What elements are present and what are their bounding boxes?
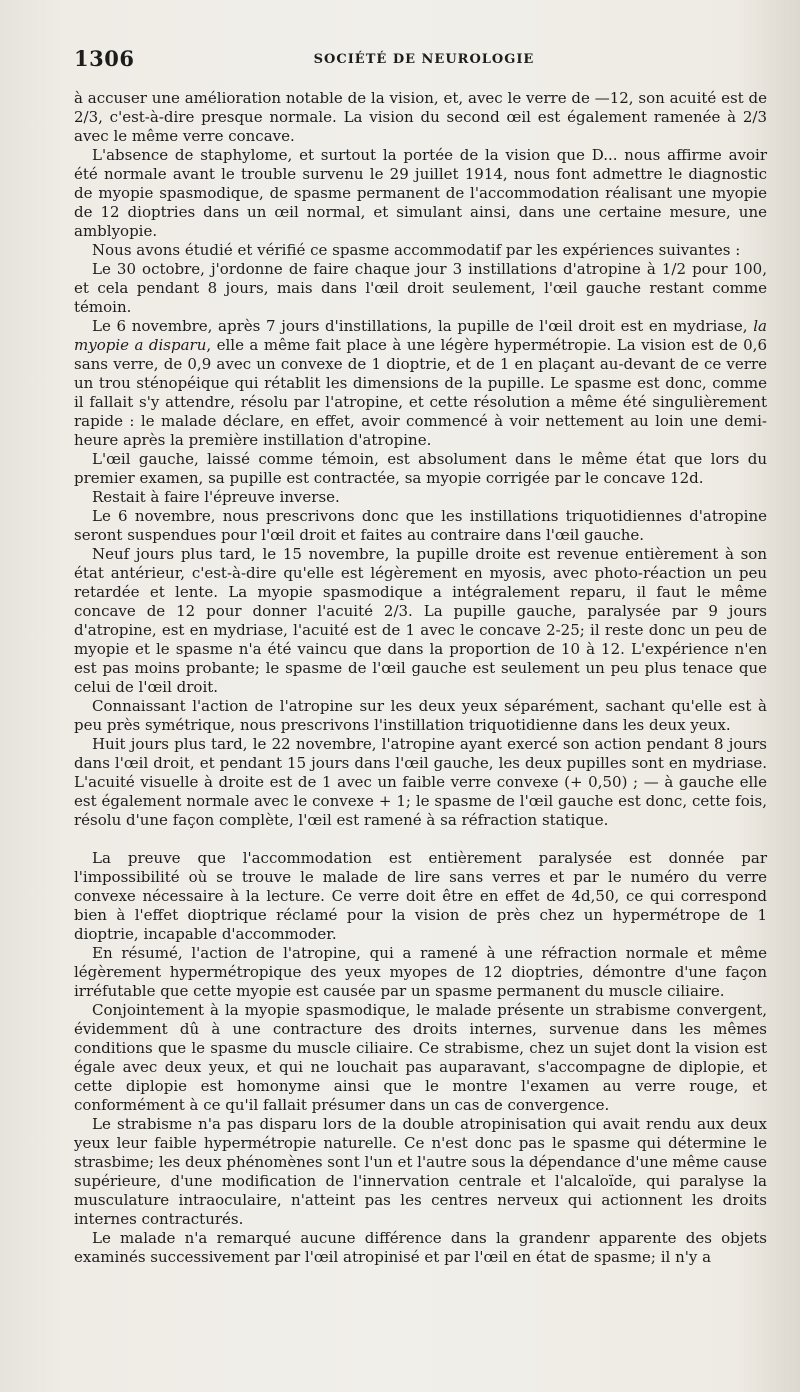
paragraph: L'absence de staphylome, et surtout la portée de la vision que D... nous affirme avoir été normale avant le trouble survenu le 29 juillet 1914, nous font admettre le diagnostic de myopie spasmodique, de spasme permanent de l'accommodation réalisant une myopie de 12 dioptries dans un œil normal, et simulant ainsi, dans une certaine mesure, une amblyopie. [74,146,767,240]
paragraph: En résumé, l'action de l'atropine, qui a ramené à une réfraction normale et même légèrement hypermétropique des yeux myopes de 12 dioptries, démontre d'une façon irréfutable que cette myopie est causée par un spasme permanent du muscle ciliaire. [74,944,767,1000]
emphasis: la myopie a disparu [74,317,767,354]
paragraph: La preuve que l'accommodation est entièrement paralysée est donnée par l'impossibilité où se trouve le malade de lire sans verres et par le numéro du verre convexe nécessaire à la lecture. Ce verre doit être en effet de 4d,50, ce qui correspond bien à l'effet dioptrique réclamé pour la vision de près chez un hypermétrope de 1 dioptrie, incapable d'accommoder. [74,849,767,943]
paragraph: Le malade n'a remarqué aucune différence dans la grandenr apparente des objets examinés successivement par l'œil atropinisé et par l'œil en état de spasme; il n'y a [74,1229,767,1266]
paragraph: Le 30 octobre, j'ordonne de faire chaque jour 3 instillations d'atropine à 1/2 pour 100, et cela pendant 8 jours, mais dans l'œil droit seulement, l'œil gauche restant comme témoin. [74,260,767,316]
paragraph: Connaissant l'action de l'atropine sur les deux yeux séparément, sachant qu'elle est à peu près symétrique, nous prescrivons l'instillation triquotidienne dans les deux yeux. [74,697,767,734]
paragraph: L'œil gauche, laissé comme témoin, est absolument dans le même état que lors du premier examen, sa pupille est contractée, sa myopie corrigée par le concave 12d. [74,450,767,487]
body-text [74,89,767,1267]
page-header [74,46,774,72]
paragraph: Le strabisme n'a pas disparu lors de la double atropinisation qui avait rendu aux deux yeux leur faible hypermétropie naturelle. Ce n'est donc pas le spasme qui détermine le strasbime; les deux phénomènes sont l'un et l'autre sous la dépendance d'une même cause supérieure, d'une modification de l'innervation centrale et l'alcaloïde, qui paralyse la musculature intraoculaire, n'atteint pas les centres nerveux qui actionnent les droits internes contracturés. [74,1115,768,1228]
paragraph: Le 6 novembre, après 7 jours d'instillations, la pupille de l'œil droit est en mydriase, la myopie a disparu, elle a même fait place à une légère hypermétropie. La vision est de 0,6 sans verre, de 0,9 avec un convexe de 1 dioptrie, et de 1 en plaçant au-devant de ce verre un trou sténopéique qui rétablit les dimensions de la pupille. Le spasme est donc, comme il fallait s'y attendre, résolu par l'atropine, et cette résolution a même été singulièrement rapide : le malade déclare, en effet, avoir commencé à voir nettement au loin une demi-heure après la première instillation d'atropine. [74,317,767,449]
paragraph: à accuser une amélioration notable de la vision, et, avec le verre de —12, son acuité est de 2/3, c'est-à-dire presque normale. La vision du second œil est également ramenée à 2/3 avec le même verre concave. [74,89,767,145]
paragraph: Neuf jours plus tard, le 15 novembre, la pupille droite est revenue entièrement à son état antérieur, c'est-à-dire qu'elle est légèrement en myosis, avec photo-réaction un peu retardée et lente. La myopie spasmodique a intégralement reparu, il faut le même concave de 12 pour donner l'acuité 2/3. La pupille gauche, paralysée par 9 jours d'atropine, est en mydriase, l'acuité est de 1 avec le concave 2-25; il reste donc un peu de myopie et le spasme n'a été vaincu que dans la proportion de 10 à 12. L'expérience n'en est pas moins probante; le spasme de l'œil gauche est seulement un peu plus tenace que celui de l'œil droit. [74,545,767,696]
paragraph: Restait à faire l'épreuve inverse. [92,488,340,506]
paragraph: Conjointement à la myopie spasmodique, le malade présente un strabisme convergent, évidemment dû à une contracture des droits internes, survenue dans les mêmes conditions que le spasme du muscle ciliaire. Ce strabisme, chez un sujet dont la vision est égale avec deux yeux, et qui ne louchait pas auparavant, s'accompagne de diplopie, et cette diplopie est homonyme ainsi que le montre l'examen au verre rouge, et conformément à ce qu'il fallait présumer dans un cas de convergence. [74,1001,767,1114]
running-head: SOCIÉTÉ DE NEUROLOGIE [313,52,535,67]
paragraph: Le 6 novembre, nous prescrivons donc que les instillations triquotidiennes d'atropine seront suspendues pour l'œil droit et faites au contraire dans l'œil gauche. [74,507,767,544]
paragraph: Nous avons étudié et vérifié ce spasme accommodatif par les expériences suivantes : [92,241,741,259]
page-number: 1306 [74,46,135,71]
paragraph: Huit jours plus tard, le 22 novembre, l'atropine ayant exercé son action pendant 8 jours dans l'œil droit, et pendant 15 jours dans l'œil gauche, les deux pupilles sont en mydriase. L'acuité visuelle à droite est de 1 avec un faible verre convexe (+ 0,50) ; — à gauche elle est également normale avec le convexe + 1; le spasme de l'œil gauche est donc, cette fois, résolu d'une façon complète, l'œil est ramené à sa réfraction statique. [74,735,767,829]
